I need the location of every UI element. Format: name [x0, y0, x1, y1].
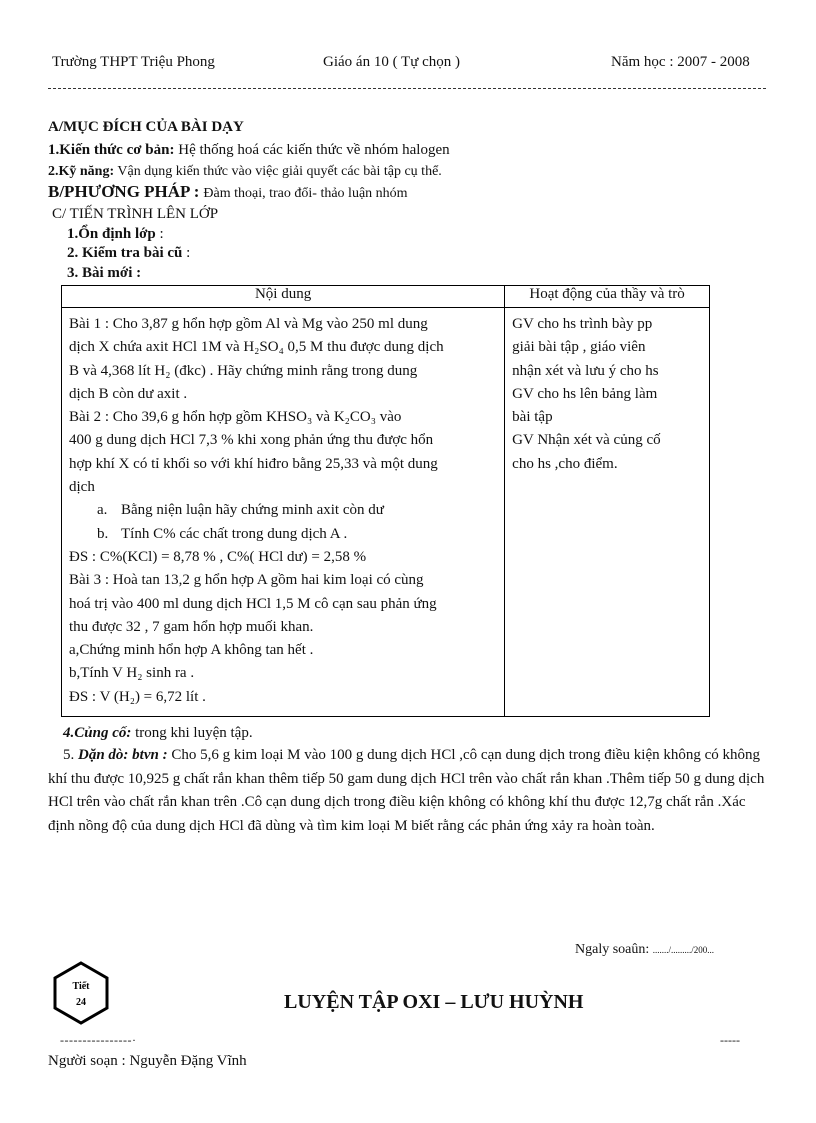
lesson-number: 24: [76, 997, 86, 1008]
content-line: B và 4,368 lít H₂ (đkc) . Hãy chứng minh rằng trong dung: [69, 362, 418, 379]
school-year: Năm học : 2007 - 2008: [611, 54, 750, 70]
content-line: Bài 1 : Cho 3,87 g hổn hợp gồm Al và Mg vào 250 ml dung: [69, 316, 428, 332]
content-line: Bài 3 : Hoà tan 13,2 g hổn hợp A gồm hai kim loại có cùng: [69, 572, 424, 589]
col-activity-header: Hoạt động của thầy và trò: [505, 286, 710, 308]
homework-paragraph: [48, 744, 770, 838]
skill-text: Vận dụng kiến thức vào việc giải quyết các bài tập cụ thể.: [117, 164, 442, 179]
sub-item-text: Tính C% các chất trong dung dịch A .: [121, 525, 348, 542]
knowledge-text: Hệ thống hoá các kiến thức về nhóm halogen: [178, 142, 450, 158]
content-line: ĐS : C%(KCl) = 8,78 % , C%( HCl dư) = 2,58 %: [69, 548, 367, 565]
skill-line: [48, 164, 442, 180]
sub-item: [69, 499, 497, 522]
content-line: 400 g dung dịch HCl 7,3 % khi xong phản ứng thu được hổn: [69, 432, 434, 449]
lesson-badge-hexagon: [53, 961, 109, 1025]
consolidation-line: [63, 725, 253, 742]
homework-number: 5.: [63, 747, 75, 763]
activity-line: bài tập: [512, 409, 553, 426]
activity-line: GV Nhận xét và củng cố: [512, 432, 661, 449]
table-row: [62, 308, 710, 717]
sub-item-marker: a.: [97, 502, 108, 519]
content-line: thu được 32 , 7 gam hổn hợp muối khan.: [69, 618, 314, 635]
step-1: [67, 226, 164, 243]
knowledge-line: [48, 142, 450, 159]
content-line: Bài 2 : Cho 39,6 g hổn hợp gồm KHSO₃ và K₂CO₃ vào: [69, 409, 402, 426]
content-line: hoá trị vào 400 ml dung dịch HCl 1,5 M cô cạn sau phản ứng: [69, 595, 437, 612]
content-line: a,Chứng minh hổn hợp A không tan hết .: [69, 642, 314, 659]
lesson-label: Tiết: [72, 981, 90, 992]
content-line: hợp khí X có tỉ khối so với khí hiđro bằng 25,33 và một dung: [69, 455, 438, 472]
method-text: Đàm thoại, trao đổi- thảo luận nhóm: [203, 186, 408, 201]
consolidation-label: 4.Củng cố:: [63, 725, 132, 741]
sub-item: [69, 523, 497, 546]
skill-label: 2.Kỹ năng:: [48, 164, 115, 179]
knowledge-label: 1.Kiến thức cơ bản:: [48, 142, 175, 158]
activity-cell-body: [506, 309, 708, 482]
consolidation-text: trong khi luyện tập.: [135, 725, 253, 741]
footer-right-dashes: -----: [720, 1033, 740, 1047]
activity-line: giải bài tập , giáo viên: [512, 339, 646, 356]
content-cell: [62, 308, 505, 717]
content-line: dịch X chứa axit HCl 1M và H₂SO₄ 0,5 M thu được dung dịch: [69, 339, 444, 356]
activity-cell: [505, 308, 710, 717]
prep-date-label: Ngaly soaûn:: [575, 942, 650, 957]
activity-line: nhận xét và lưu ý cho hs: [512, 362, 659, 379]
subject-title: Giáo án 10 ( Tự chọn ): [323, 54, 460, 70]
table-header-row: [62, 286, 710, 308]
content-line: ĐS : V (H₂) = 6,72 lít .: [69, 688, 206, 705]
step-1-label: 1.Ổn định lớp: [67, 226, 156, 242]
prep-date: [575, 942, 714, 958]
step-3: 3. Bài mới :: [67, 265, 142, 281]
sub-item-text: Bằng niện luận hãy chứng minh axit còn dư: [121, 502, 384, 519]
content-line: b,Tính V H₂ sinh ra .: [69, 665, 195, 682]
sub-item-marker: b.: [97, 525, 109, 542]
content-line: dịch B còn dư axit .: [69, 385, 188, 402]
section-b-title: B/PHƯƠNG PHÁP :: [48, 182, 200, 201]
footer-left-dashes: ----------------·: [60, 1033, 137, 1047]
homework-text: Cho 5,6 g kim loại M vào 100 g dung dịch HCl ,cô cạn dung dịch trong điều kiện không có không khí thu được 10,925 g chất rắn khan thêm tiếp 50 gam dung dịch HCl trên vào chất rắn khan .Thêm tiếp 50 g dung dịch HCl trên vào chất rắn khan trên .Cô cạn dung dịch trong điều kiện không có không khí thu được 12,7g chất rắn .Xác định nồng độ của dung dịch HCl đã dùng và tìm kim loại M biết rằng các phản ứng xảy ra hoàn toàn.: [48, 747, 765, 834]
lesson-title: LUYỆN TẬP OXI – LƯU HUỲNH: [284, 991, 584, 1013]
step-2-label: 2. Kiểm tra bài cũ: [67, 245, 183, 261]
lesson-table: [61, 285, 710, 717]
activity-line: GV cho hs lên bảng làm: [512, 385, 658, 402]
content-line: dịch: [69, 479, 95, 496]
author-line: Người soạn : Nguyễn Đặng Vĩnh: [48, 1053, 247, 1069]
activity-line: cho hs ,cho điểm.: [512, 455, 618, 472]
col-content-header: Nội dung: [62, 286, 505, 308]
content-cell-body: [63, 309, 503, 715]
school-name: Trường THPT Triệu Phong: [52, 54, 215, 70]
step-1-suffix: :: [159, 226, 164, 242]
step-2-suffix: :: [186, 245, 191, 261]
prep-date-value: ......./........./200...: [652, 945, 715, 955]
section-c-title: C/ TIẾN TRÌNH LÊN LỚP: [52, 206, 219, 222]
header-divider: [48, 88, 766, 89]
homework-label: Dặn dò: btvn :: [78, 747, 168, 763]
method-line: [48, 182, 408, 202]
section-a-title: A/MỤC ĐÍCH CỦA BÀI DẠY: [48, 119, 244, 135]
step-2: [67, 245, 190, 262]
activity-line: GV cho hs trình bày pp: [512, 316, 653, 332]
